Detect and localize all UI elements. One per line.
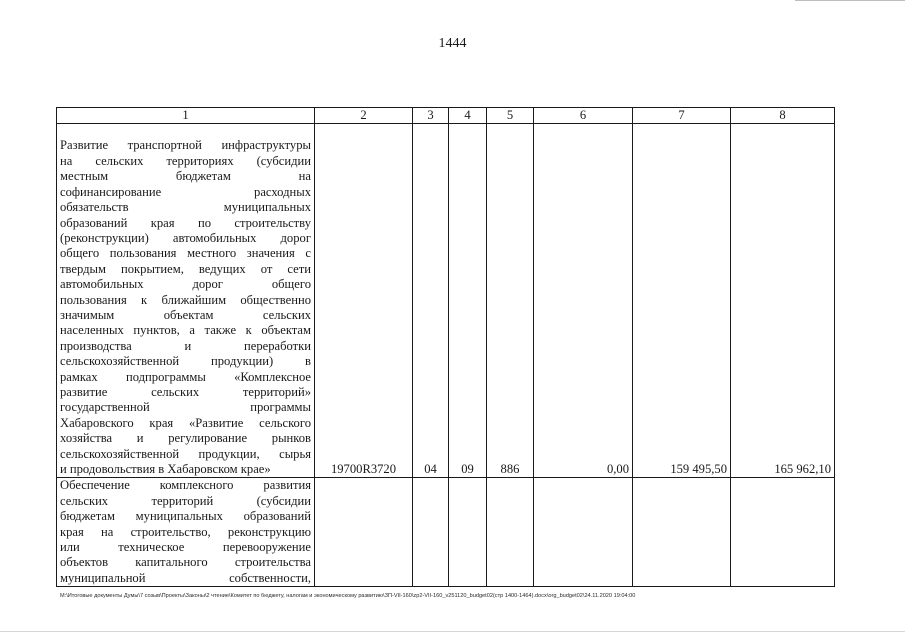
row-description [57, 478, 315, 587]
description-line: и продовольствия в Хабаровском крае» [60, 462, 271, 476]
table-header-row [57, 108, 835, 124]
description-line: государственной программы [60, 400, 311, 415]
top-edge-rule [795, 0, 905, 1]
budget-table [56, 107, 835, 587]
bottom-edge-rule [0, 631, 905, 632]
cell-expense-type [487, 478, 534, 587]
description-line: на сельских территориях (субсидии [60, 153, 311, 168]
description-line: сельскохозяйственной продукции, сырья [60, 446, 311, 461]
cell-amount-col6: 0,00 [534, 124, 633, 478]
description-line: Развитие транспортной инфраструктуры [60, 138, 311, 153]
table-row [57, 478, 835, 587]
description-line: населенных пунктов, а также к объектам [60, 323, 311, 338]
header-cell-4: 4 [449, 108, 487, 124]
description-line: общего пользования местного значения с [60, 246, 311, 261]
description-line: края на строительство, реконструкцию [60, 524, 311, 539]
description-line: софинансирование расходных [60, 184, 311, 199]
header-cell-1: 1 [57, 108, 315, 124]
row-description [57, 124, 315, 478]
description-line: или техническое перевооружение [60, 540, 311, 555]
description-line: местным бюджетам на [60, 169, 311, 184]
description-line: сельских территорий (субсидии [60, 493, 311, 508]
header-cell-2: 2 [315, 108, 413, 124]
cell-section [413, 478, 449, 587]
description-line: производства и переработки [60, 338, 311, 353]
cell-target-code [315, 478, 413, 587]
description-line: сельскохозяйственной продукции) в [60, 354, 311, 369]
header-cell-8: 8 [731, 108, 835, 124]
description-line: твердым покрытием, ведущих от сети [60, 261, 311, 276]
header-cell-6: 6 [534, 108, 633, 124]
description-line: (реконструкции) автомобильных дорог [60, 230, 311, 245]
description-line: бюджетам муниципальных образований [60, 509, 311, 524]
cell-section: 04 [413, 124, 449, 478]
table-row [57, 124, 835, 478]
description-line: Обеспечение комплексного развития [60, 478, 311, 493]
description-line: рамках подпрограммы «Комплексное [60, 369, 311, 384]
description-line: муниципальной собственности, [60, 570, 311, 585]
cell-expense-type: 886 [487, 124, 534, 478]
description-line: обязательств муниципальных [60, 200, 311, 215]
cell-subsection [449, 478, 487, 587]
description-line: пользования к ближайшим общественно [60, 292, 311, 307]
cell-amount-col8 [731, 478, 835, 587]
description-line: развитие сельских территорий» [60, 384, 311, 399]
cell-amount-col7 [633, 478, 731, 587]
cell-amount-col6 [534, 478, 633, 587]
cell-subsection: 09 [449, 124, 487, 478]
document-file-path: М:\Итоговые документы Думы\7 созыв\Проекты\Законы\2 чтение\Комитет по бюджету, налогам и экономическому развитию\ЗП-VII-160\zp2-VII-160_v251120_budget02(стр 1400-1464).docx\org_budget02\24.11.2020 19:04:00 [60, 593, 636, 599]
header-cell-7: 7 [633, 108, 731, 124]
description-line: значимым объектам сельских [60, 307, 311, 322]
cell-target-code: 19700R3720 [315, 124, 413, 478]
cell-amount-col7: 159 495,50 [633, 124, 731, 478]
description-line: хозяйства и регулирование рынков [60, 431, 311, 446]
header-cell-5: 5 [487, 108, 534, 124]
description-line: автомобильных дорог общего [60, 277, 311, 292]
description-line: Хабаровского края «Развитие сельского [60, 415, 311, 430]
cell-amount-col8: 165 962,10 [731, 124, 835, 478]
page-number: 1444 [438, 36, 467, 51]
header-cell-3: 3 [413, 108, 449, 124]
description-line: объектов капитального строительства [60, 555, 311, 570]
description-line: образований края по строительству [60, 215, 311, 230]
